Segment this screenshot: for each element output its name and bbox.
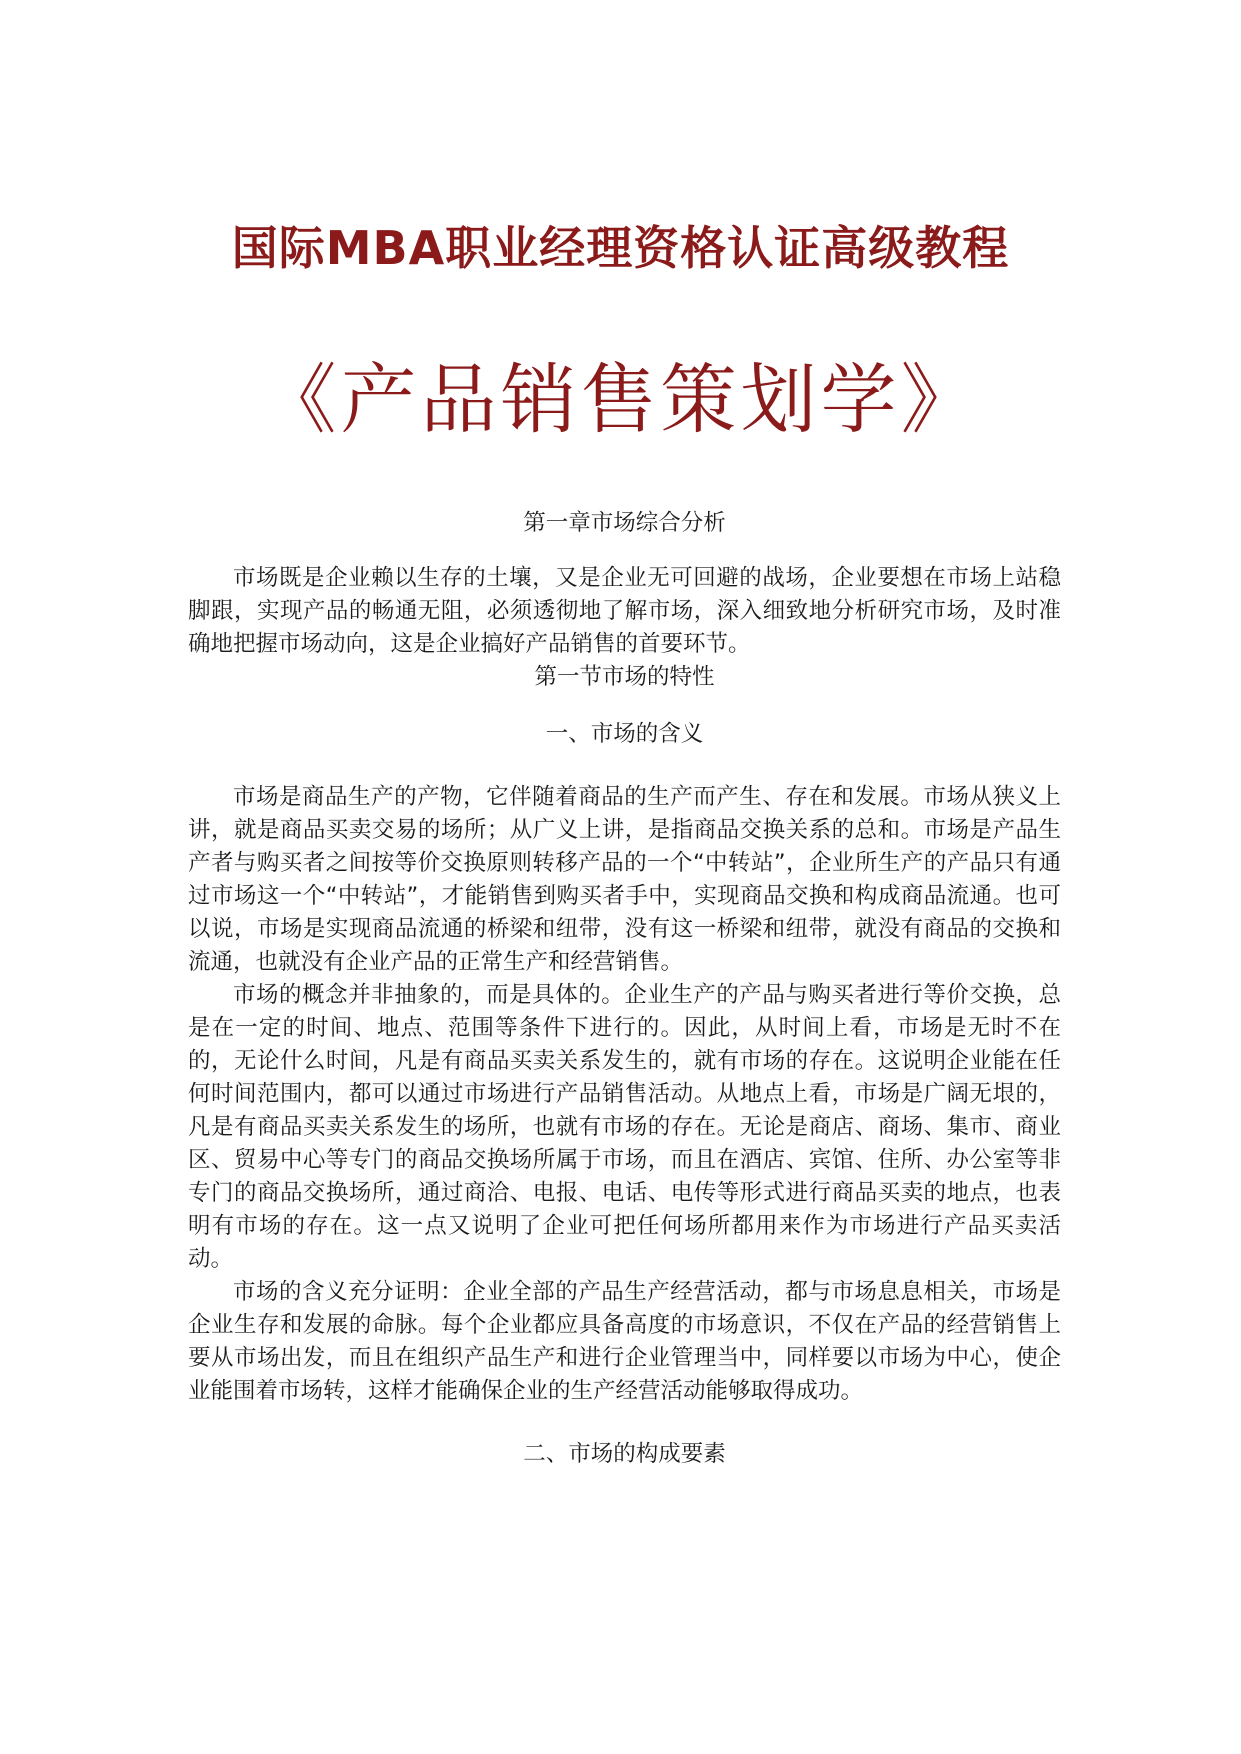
- body-paragraph-3: 市场的含义充分证明：企业全部的产品生产经营活动，都与市场息息相关，市场是企业生存和发展的命脉。每个企业都应具备高度的市场意识，不仅在产品的经营销售上要从市场出发，而且在组织产品生产和进行企业管理当中，同样要以市场为中心，使企业能围着市场转，这样才能确保企业的生产经营活动能够取得成功。: [188, 1279, 1061, 1404]
- subsection-heading-1: 一、市场的含义: [545, 721, 704, 747]
- series-title: 国际MBA职业经理资格认证高级教程: [231, 221, 1010, 275]
- chapter-heading: 第一章市场综合分析: [523, 510, 726, 536]
- intro-paragraph: 市场既是企业赖以生存的土壤，又是企业无可回避的战场，企业要想在市场上站稳脚跟，实现产品的畅通无阻，必须透彻地了解市场，深入细致地分析研究市场，及时准确地把握市场动向，这是企业搞好产品销售的首要环节。: [188, 565, 1061, 657]
- document-body: [188, 507, 1061, 1471]
- body-paragraph-2: 市场的概念并非抽象的，而是具体的。企业生产的产品与购买者进行等价交换，总是在一定的时间、地点、范围等条件下进行的。因此，从时间上看，市场是无时不在的，无论什么时间，凡是有商品买卖关系发生的，就有市场的存在。这说明企业能在任何时间范围内，都可以通过市场进行产品销售活动。从地点上看，市场是广阔无垠的，凡是有商品买卖关系发生的场所，也就有市场的存在。无论是商店、商场、集市、商业区、贸易中心等专门的商品交换场所属于市场，而且在酒店、宾馆、住所、办公室等非专门的商品交换场所，通过商洽、电报、电话、电传等形式进行商品买卖的地点，也表明有市场的存在。这一点又说明了企业可把任何场所都用来作为市场进行产品买卖活动。: [188, 982, 1061, 1272]
- section-heading: 第一节市场的特性: [534, 664, 715, 690]
- body-paragraph-1: 市场是商品生产的产物，它伴随着商品的生产而产生、存在和发展。市场从狭义上讲，就是商品买卖交易的场所；从广义上讲，是指商品交换关系的总和。市场是产品生产者与购买者之间按等价交换原则转移产品的一个“中转站”，企业所生产的产品只有通过市场这一个“中转站”，才能销售到购买者手中，实现商品交换和构成商品流通。也可以说，市场是实现商品流通的桥梁和纽带，没有这一桥梁和纽带，就没有商品的交换和流通，也就没有企业产品的正常生产和经营销售。: [188, 784, 1061, 975]
- subsection-heading-2: 二、市场的构成要素: [523, 1441, 726, 1467]
- book-title: 《产品销售策划学》: [260, 355, 981, 444]
